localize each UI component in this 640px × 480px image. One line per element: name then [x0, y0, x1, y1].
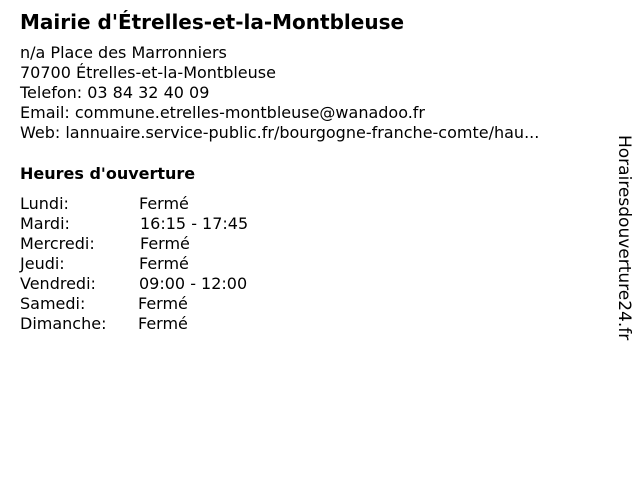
hours-row-saturday — [20, 294, 188, 314]
address-city: 70700 Étrelles-et-la-Montbleuse — [20, 63, 276, 82]
time-value: Fermé — [138, 294, 188, 313]
hours-heading: Heures d'ouverture — [20, 164, 196, 183]
hours-row-sunday — [20, 314, 188, 334]
time-value: Fermé — [139, 194, 189, 213]
contact-info — [20, 43, 539, 143]
day-label: Dimanche: — [20, 314, 107, 333]
hours-row-friday — [20, 274, 248, 294]
day-label: Mercredi: — [20, 234, 95, 253]
day-label: Mardi: — [20, 214, 70, 233]
hours-row-wednesday — [20, 234, 190, 254]
phone-line: Telefon: 03 84 32 40 09 — [20, 83, 210, 102]
time-value: 16:15 - 17:45 — [140, 214, 249, 233]
site-watermark: Horairesdouverture24.fr — [614, 135, 634, 341]
time-value: Fermé — [138, 314, 188, 333]
day-label: Vendredi: — [20, 274, 96, 293]
web-line: Web: lannuaire.service-public.fr/bourgogne-franche-comte/hau... — [20, 123, 540, 142]
opening-hours-table — [20, 194, 249, 334]
page-title: Mairie d'Étrelles-et-la-Montbleuse — [20, 10, 405, 34]
day-label: Lundi: — [20, 194, 69, 213]
time-value: Fermé — [140, 234, 190, 253]
hours-row-tuesday — [20, 214, 249, 234]
day-label: Jeudi: — [20, 254, 65, 273]
time-value: Fermé — [139, 254, 189, 273]
hours-row-thursday — [20, 254, 189, 274]
time-value: 09:00 - 12:00 — [139, 274, 248, 293]
day-label: Samedi: — [20, 294, 86, 313]
address-street: n/a Place des Marronniers — [20, 43, 227, 62]
email-line: Email: commune.etrelles-montbleuse@wanadoo.fr — [20, 103, 426, 122]
hours-row-monday — [20, 194, 189, 214]
